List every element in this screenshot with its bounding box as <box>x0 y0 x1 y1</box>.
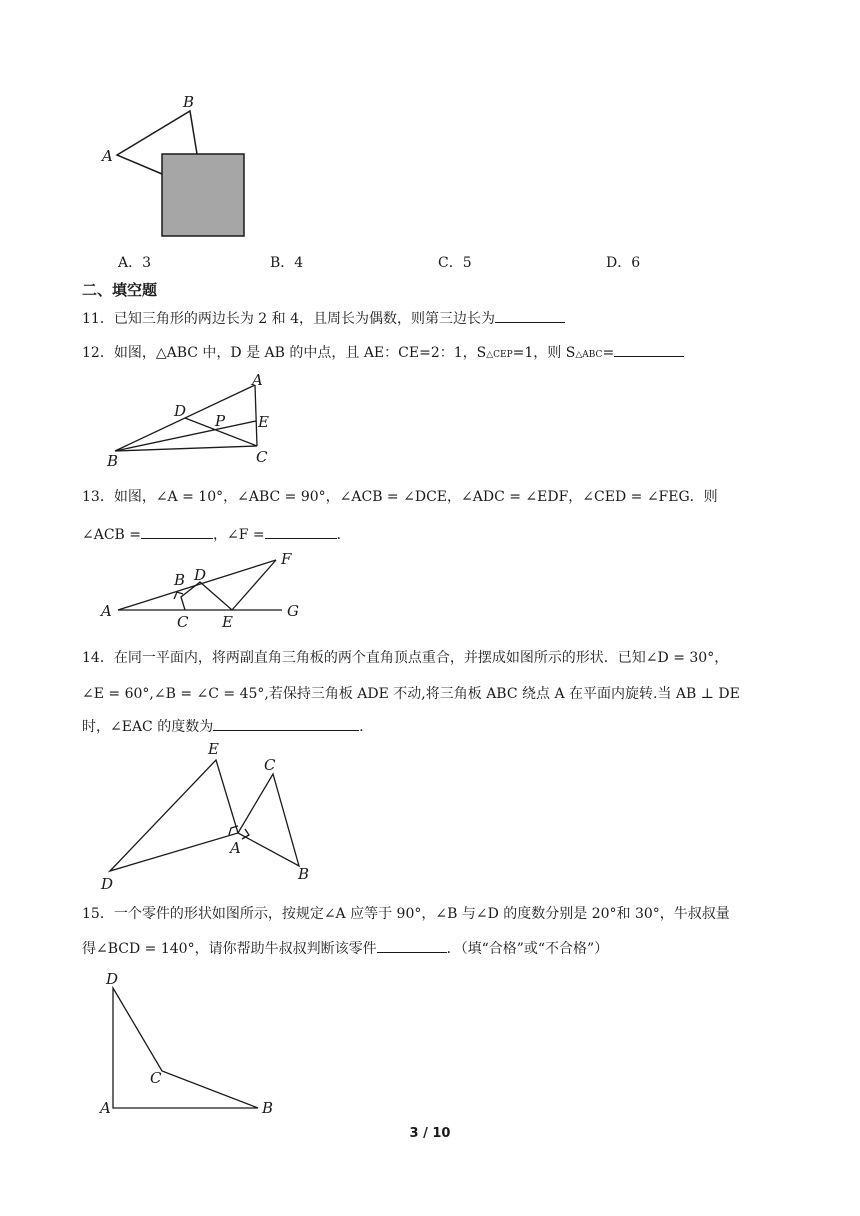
q15-label-a: A <box>100 1099 111 1117</box>
q13-line1: 13．如图，∠A = 10°，∠ABC = 90°，∠ACB = ∠DCE，∠ADC = ∠EDF，∠CED = ∠FEG．则 <box>82 489 718 505</box>
q14-line3 <box>82 716 373 737</box>
q15-line1: 15．一个零件的形状如图所示，按规定∠A 应等于 90°，∠B 与∠D 的度数分别是 20°和 30°，牛叔叔量 <box>82 906 730 922</box>
q15-end: ．（填“合格”或“不合格”） <box>446 941 609 957</box>
q15-label-c: C <box>150 1069 162 1087</box>
q13-end: ． <box>336 527 351 543</box>
q10-option-d: D．6 <box>606 255 641 271</box>
q14-label-b: B <box>298 865 310 883</box>
q14-label-d: D <box>101 875 114 893</box>
q10-option-b: B．4 <box>270 255 304 271</box>
q12-text <box>82 342 684 365</box>
q13-acb-label: ∠ACB = <box>82 527 142 543</box>
q14-stem: 时，∠EAC 的度数为 <box>82 719 214 735</box>
q12-label-e: E <box>258 413 269 431</box>
q11-stem: 11．已知三角形的两边长为 2 和 4，且周长为偶数，则第三边长为 <box>82 311 495 327</box>
q10-option-a: A．3 <box>118 255 152 271</box>
q15-label-d: D <box>106 970 119 988</box>
q10-option-c: C．5 <box>438 255 472 271</box>
q14-line2: ∠E = 60°,∠B = ∠C = 45°,若保持三角板 ADE 不动,将三角板 ABC 绕点 A 在平面内旋转.当 AB ⊥ DE <box>82 686 740 702</box>
q12-stem-a: 12．如图，△ABC 中，D 是 AB 的中点，且 AE：CE=2：1，S <box>82 345 487 361</box>
q14-answer-blank[interactable] <box>213 716 359 731</box>
q12-sub-abc: △ABC <box>575 350 603 360</box>
q10-label-b: B <box>183 93 195 111</box>
q14-end: ． <box>359 719 374 735</box>
q13-acb-blank[interactable] <box>141 524 213 539</box>
q12-label-a: A <box>252 371 263 389</box>
section-heading: 二、填空题 <box>82 281 158 299</box>
q15-label-b: B <box>262 1099 274 1117</box>
q14-label-a: A <box>230 839 241 857</box>
q10-triangle <box>117 111 197 174</box>
q13-label-e: E <box>222 613 233 631</box>
q14-line1: 14．在同一平面内，将两副直角三角板的两个直角顶点重合，并摆成如图所示的形状．已知∠D = 30°， <box>82 650 729 666</box>
q11-text <box>82 308 565 329</box>
q13-label-f: F <box>281 550 292 568</box>
q15-line2 <box>82 938 608 959</box>
q13-f-blank[interactable] <box>265 524 337 539</box>
q10-label-a: A <box>102 147 113 165</box>
q15-answer-blank[interactable] <box>377 938 447 953</box>
q12-sub-cep: △CEP <box>486 350 513 360</box>
q12-label-b: B <box>107 452 119 470</box>
q13-label-b: B <box>174 571 186 589</box>
q11-answer-blank[interactable] <box>495 308 565 323</box>
page-number: 3 / 10 <box>409 1126 451 1141</box>
q13-label-a: A <box>101 602 112 620</box>
q12-stem-b: =1，则 S <box>512 345 576 361</box>
q14-label-e: E <box>208 740 219 758</box>
q12-label-p: P <box>215 412 226 430</box>
q13-line2 <box>82 524 351 545</box>
q13-label-g: G <box>287 602 299 620</box>
q13-label-c: C <box>177 613 189 631</box>
q15-stem: 得∠BCD = 140°，请你帮助牛叔叔判断该零件 <box>82 941 377 957</box>
q13-label-d: D <box>194 566 207 584</box>
q10-square <box>162 154 244 236</box>
q14-label-c: C <box>264 756 276 774</box>
q12-stem-c: = <box>602 345 615 361</box>
q12-label-d: D <box>174 402 187 420</box>
q12-label-c: C <box>256 448 268 466</box>
q13-f-label: ，∠F = <box>213 527 265 543</box>
q12-answer-blank[interactable] <box>614 342 684 357</box>
